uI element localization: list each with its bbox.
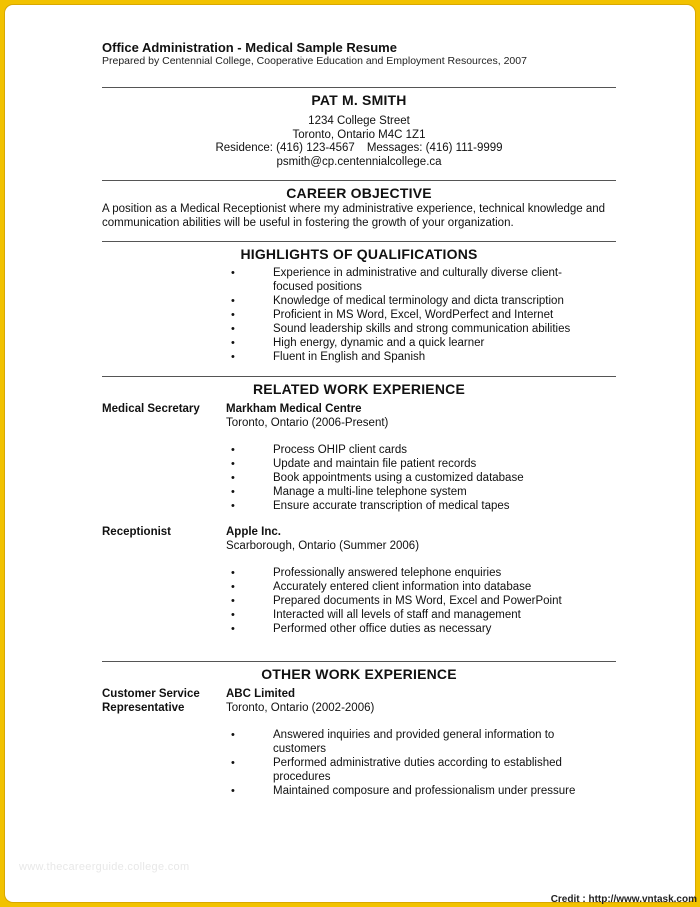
- list-item: • Ensure accurate transcription of medical tapes: [226, 499, 576, 513]
- list-item: • Maintained composure and professionalism under pressure: [226, 784, 576, 798]
- job-duties: [226, 443, 576, 513]
- job-title: Customer Service Representative: [102, 688, 200, 714]
- list-item: • Sound leadership skills and strong communication abilities: [226, 322, 576, 336]
- list-item: • Manage a multi-line telephone system: [226, 485, 576, 499]
- list-item: • Experience in administrative and culturally diverse client-focused positions: [226, 266, 576, 294]
- contact-phones: [102, 142, 616, 156]
- job-location: Toronto, Ontario (2006-Present): [226, 416, 389, 429]
- list-item: • Performed administrative duties according to established procedures: [226, 756, 576, 784]
- list-item: • Proficient in MS Word, Excel, WordPerfect and Internet: [226, 308, 576, 322]
- contact-street: 1234 College Street: [308, 115, 410, 127]
- contact-block: [102, 115, 616, 169]
- job-organization: ABC Limited: [226, 688, 295, 700]
- job-location: Scarborough, Ontario (Summer 2006): [226, 539, 420, 552]
- list-item: • Interacted will all levels of staff and management: [226, 608, 576, 622]
- resume-document: [102, 41, 616, 798]
- job-organization: Apple Inc.: [226, 526, 281, 538]
- list-item: • Fluent in English and Spanish: [226, 350, 576, 364]
- contact-residence: Residence: (416) 123-4567: [215, 142, 355, 154]
- list-item: • Process OHIP client cards: [226, 443, 576, 457]
- highlights-heading: HIGHLIGHTS OF QUALIFICATIONS: [102, 241, 616, 262]
- contact-email[interactable]: psmith@cp.centennialcollege.ca: [276, 155, 442, 168]
- list-item: • Professionally answered telephone enquiries: [226, 566, 576, 580]
- list-item: • Knowledge of medical terminology and dicta transcription: [226, 294, 576, 308]
- contact-city: Toronto, Ontario M4C 1Z1: [292, 128, 426, 141]
- job-entry: [102, 526, 616, 636]
- career-objective-heading: CAREER OBJECTIVE: [102, 180, 616, 201]
- credit-link[interactable]: Credit : http://www.vntask.com: [550, 894, 697, 905]
- document-subtitle: Prepared by Centennial College, Cooperative Education and Employment Resources, 2007: [102, 55, 527, 67]
- career-objective-text: A position as a Medical Receptionist where my administrative experience, technical knowledge and communication abilities will be useful in fostering the growth of your organization.: [102, 203, 606, 229]
- list-item: • Book appointments using a customized database: [226, 471, 576, 485]
- list-item: • Accurately entered client information into database: [226, 580, 576, 594]
- job-duties: [226, 566, 576, 636]
- other-work-heading: OTHER WORK EXPERIENCE: [102, 661, 616, 682]
- list-item: • High energy, dynamic and a quick learner: [226, 336, 576, 350]
- contact-messages: Messages: (416) 111-9999: [366, 142, 503, 154]
- job-duties: [226, 728, 576, 798]
- page-frame: [5, 5, 695, 902]
- list-item: • Answered inquiries and provided general information to customers: [226, 728, 576, 756]
- list-item: • Performed other office duties as necessary: [226, 622, 576, 636]
- watermark: www.thecareerguide.college.com: [19, 861, 190, 873]
- job-entry: [102, 688, 616, 798]
- document-title: Office Administration - Medical Sample Resume: [102, 40, 397, 55]
- job-location: Toronto, Ontario (2002-2006): [226, 701, 375, 714]
- job-organization: Markham Medical Centre: [226, 403, 362, 415]
- candidate-name: PAT M. SMITH: [102, 87, 616, 108]
- job-title: Receptionist: [102, 526, 172, 538]
- list-item: • Update and maintain file patient records: [226, 457, 576, 471]
- job-title: Medical Secretary: [102, 403, 200, 415]
- related-work-heading: RELATED WORK EXPERIENCE: [102, 376, 616, 397]
- list-item: • Prepared documents in MS Word, Excel and PowerPoint: [226, 594, 576, 608]
- job-entry: [102, 403, 616, 513]
- highlights-list: [226, 266, 576, 364]
